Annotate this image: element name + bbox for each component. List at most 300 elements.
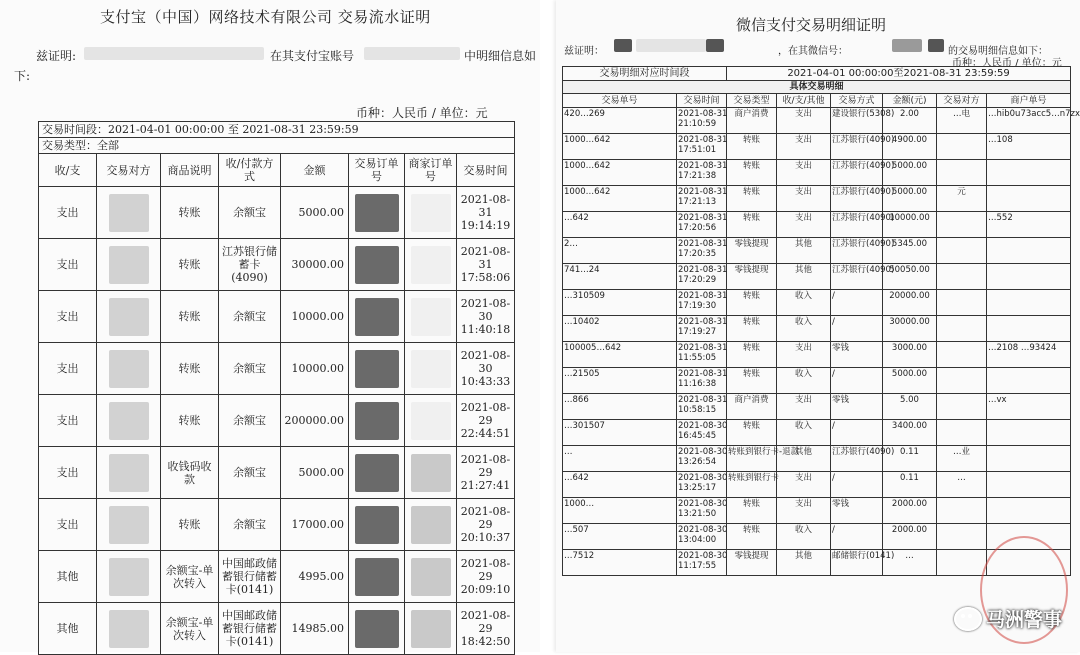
- alipay-cert-prefix: 兹证明:: [36, 49, 77, 63]
- cell-method: 江苏银行(4090): [831, 186, 883, 212]
- cell-order-id: 1000…: [563, 498, 677, 524]
- cell-time: [677, 264, 727, 290]
- cell-type: 转账: [727, 160, 777, 186]
- cell-description: 余额宝-单次转入: [161, 551, 219, 603]
- wechat-statement: [556, 0, 1080, 652]
- cell-direction: 其他: [777, 446, 831, 472]
- cell-counterparty: [97, 603, 161, 655]
- cell-time: [677, 238, 727, 264]
- cell-date: 2021-08-30: [678, 499, 728, 509]
- cell-clock: 16:45:45: [678, 431, 717, 441]
- cell-method: 邮储银行(0141): [831, 550, 883, 576]
- cell-direction: 其他: [777, 550, 831, 576]
- cell-method: 江苏银行(4090): [831, 160, 883, 186]
- cell-time: 2021-08-31 17:58:06: [457, 239, 515, 291]
- table-row: [39, 499, 515, 551]
- cell-date: 2021-08-31: [678, 395, 728, 405]
- wechat-period-value: 2021-04-01 00:00:00至2021-08-31 23:59:59: [727, 67, 1071, 81]
- cell-amount: 4900.00: [883, 134, 937, 160]
- alipay-title: 支付宝（中国）网络技术有限公司 交易流水证明: [100, 8, 431, 26]
- cell-clock: 10:58:15: [678, 405, 717, 415]
- cell-time: [677, 368, 727, 394]
- cell-merchant-id: …vx: [987, 394, 1071, 420]
- cell-direction: 其他: [777, 238, 831, 264]
- cell-type: 转账到银行卡-退款: [727, 446, 777, 472]
- cell-time: 2021-08-29 21:27:41: [457, 447, 515, 499]
- cell-direction: 收入: [777, 368, 831, 394]
- alipay-transaction-table: [38, 121, 515, 655]
- col-header: 交易对方: [937, 94, 987, 108]
- cell-direction: 支出: [777, 160, 831, 186]
- cell-order-id: [349, 447, 405, 499]
- cell-method: 余额宝: [219, 447, 281, 499]
- cell-counterparty: [937, 550, 987, 576]
- cell-order-id: 420…269: [563, 108, 677, 134]
- cell-amount: 30000.00: [281, 239, 349, 291]
- cell-order-id: [349, 603, 405, 655]
- cell-order-id: …866: [563, 394, 677, 420]
- cell-direction: 支出: [39, 239, 97, 291]
- table-row: [39, 447, 515, 499]
- wechat-transaction-table: [562, 66, 1080, 576]
- cell-amount: 17000.00: [281, 499, 349, 551]
- cell-method: 余额宝: [219, 499, 281, 551]
- redacted-block: [892, 39, 922, 52]
- table-row: [563, 238, 1071, 264]
- cell-time: 2021-08-30 10:43:33: [457, 343, 515, 395]
- cell-date: 2021-08-31: [678, 291, 728, 301]
- alipay-currency: 币种：人民币 / 单位：元: [356, 106, 488, 120]
- cell-merchant-id: [405, 291, 457, 343]
- alipay-period: 交易时间段：2021-04-01 00:00:00 至 2021-08-31 23:59:59: [39, 122, 515, 138]
- table-row: [563, 290, 1071, 316]
- cell-order-id: …7512: [563, 550, 677, 576]
- cell-merchant-id: …hib0u73acc5…n7zx: [987, 108, 1071, 134]
- table-row: [563, 134, 1071, 160]
- col-header: 商品说明: [161, 154, 219, 187]
- cell-type: 转账: [727, 186, 777, 212]
- wechat-cert-prefix: 兹证明：: [564, 46, 604, 57]
- cell-order-id: …310509: [563, 290, 677, 316]
- cell-time: 2021-08-29 20:10:37: [457, 499, 515, 551]
- cell-direction: 支出: [777, 134, 831, 160]
- cell-counterparty: [97, 239, 161, 291]
- wechat-cert-end: 的交易明细信息如下：: [948, 46, 1048, 57]
- cell-date: 2021-08-30: [678, 525, 728, 535]
- wechat-title: 微信支付交易明细证明: [736, 16, 887, 34]
- cell-type: 转账: [727, 368, 777, 394]
- cell-date: 2021-08-31: [678, 265, 728, 275]
- cell-counterparty: [97, 551, 161, 603]
- cell-merchant-id: [987, 368, 1071, 394]
- redacted-account: [364, 47, 460, 60]
- cell-direction: 支出: [777, 212, 831, 238]
- cell-method: 建设银行(5308): [831, 108, 883, 134]
- table-row: [39, 395, 515, 447]
- cell-description: 收钱码收款: [161, 447, 219, 499]
- cell-order-id: 741…24: [563, 264, 677, 290]
- cell-merchant-id: …552: [987, 212, 1071, 238]
- cell-direction: 支出: [777, 394, 831, 420]
- cell-method: 江苏银行储蓄卡(4090): [219, 239, 281, 291]
- cell-order-id: …10402: [563, 316, 677, 342]
- cell-method: /: [831, 420, 883, 446]
- cell-clock: 11:17:55: [678, 561, 717, 571]
- cell-merchant-id: [987, 264, 1071, 290]
- cell-direction: 支出: [777, 498, 831, 524]
- cell-method: /: [831, 316, 883, 342]
- cell-merchant-id: [405, 395, 457, 447]
- cell-merchant-id: [405, 551, 457, 603]
- cell-counterparty: [97, 447, 161, 499]
- col-header: 交易类型: [727, 94, 777, 108]
- col-header: 交易方式: [831, 94, 883, 108]
- table-row: [563, 212, 1071, 238]
- cell-time: 2021-08-29 18:42:50: [457, 603, 515, 655]
- redacted-block: [411, 350, 451, 388]
- cell-clock: 17:20:35: [678, 249, 717, 259]
- col-header: 交易单号: [563, 94, 677, 108]
- cell-type: 零钱提现: [727, 264, 777, 290]
- table-row: [563, 264, 1071, 290]
- cell-method: 余额宝: [219, 291, 281, 343]
- table-row: [563, 472, 1071, 498]
- cell-order-id: …21505: [563, 368, 677, 394]
- cell-merchant-id: [987, 472, 1071, 498]
- cell-time: 2021-08-31 19:14:19: [457, 187, 515, 239]
- cell-method: 余额宝: [219, 395, 281, 447]
- cell-counterparty: [97, 343, 161, 395]
- cell-clock: 17:20:29: [678, 275, 717, 285]
- redacted-block: [109, 298, 149, 336]
- alipay-cert-end: 中明细信息如: [464, 49, 537, 63]
- col-header: 收/支/其他: [777, 94, 831, 108]
- redacted-block: [109, 610, 149, 648]
- cell-direction: 支出: [39, 291, 97, 343]
- cell-counterparty: [937, 368, 987, 394]
- cell-amount: 200000.00: [281, 395, 349, 447]
- cell-clock: 17:20:56: [678, 223, 717, 233]
- cell-time: [677, 472, 727, 498]
- cell-method: 零钱: [831, 342, 883, 368]
- cell-amount: 2000.00: [883, 524, 937, 550]
- cell-counterparty: [97, 395, 161, 447]
- alipay-cert-tail: 下:: [14, 69, 31, 83]
- cell-method: 零钱: [831, 498, 883, 524]
- cell-counterparty: [937, 212, 987, 238]
- cell-merchant-id: [987, 498, 1071, 524]
- cell-order-id: [349, 291, 405, 343]
- cell-direction: 其他: [39, 603, 97, 655]
- cell-clock: 17:19:30: [678, 301, 717, 311]
- cell-type: 转账: [727, 420, 777, 446]
- redacted-block: [109, 246, 149, 284]
- table-row: [563, 524, 1071, 550]
- cell-clock: 17:19:27: [678, 327, 717, 337]
- cell-direction: 支出: [777, 108, 831, 134]
- cell-order-id: [349, 499, 405, 551]
- cell-date: 2021-08-31: [678, 213, 728, 223]
- wechat-logo-icon: [954, 607, 982, 631]
- cell-merchant-id: …2108 …93424: [987, 342, 1071, 368]
- cell-counterparty: [937, 316, 987, 342]
- cell-time: [677, 134, 727, 160]
- cell-date: 2021-08-31: [678, 343, 728, 353]
- cell-counterparty: [937, 264, 987, 290]
- cell-order-id: [349, 395, 405, 447]
- cell-time: [677, 550, 727, 576]
- cell-amount: 0.11: [883, 446, 937, 472]
- cell-direction: 收入: [777, 316, 831, 342]
- cell-counterparty: [937, 342, 987, 368]
- redacted-block: [355, 454, 399, 492]
- cell-time: [677, 420, 727, 446]
- cell-merchant-id: [405, 239, 457, 291]
- cell-time: 2021-08-29 20:09:10: [457, 551, 515, 603]
- redacted-block: [355, 610, 399, 648]
- cell-order-id: …301507: [563, 420, 677, 446]
- cell-type: 转账: [727, 134, 777, 160]
- table-row: [39, 551, 515, 603]
- cell-merchant-id: [987, 186, 1071, 212]
- cell-amount: 50050.00: [883, 264, 937, 290]
- cell-method: 江苏银行(4090): [831, 238, 883, 264]
- cell-time: 2021-08-30 11:40:18: [457, 291, 515, 343]
- redacted-block: [355, 506, 399, 544]
- cell-direction: 支出: [777, 186, 831, 212]
- cell-type: 转账: [727, 316, 777, 342]
- cell-amount: 5000.00: [281, 447, 349, 499]
- cell-amount: 0.11: [883, 472, 937, 498]
- cell-merchant-id: [987, 446, 1071, 472]
- cell-amount: 5000.00: [281, 187, 349, 239]
- redacted-block: [411, 246, 451, 284]
- alipay-type: 交易类型：全部: [39, 138, 515, 154]
- cell-method: 余额宝: [219, 343, 281, 395]
- cell-description: 转账: [161, 395, 219, 447]
- cell-order-id: 1000…642: [563, 160, 677, 186]
- cell-order-id: …642: [563, 212, 677, 238]
- redacted-block: [355, 402, 399, 440]
- cell-order-id: [349, 187, 405, 239]
- cell-method: 中国邮政储蓄银行储蓄卡(0141): [219, 603, 281, 655]
- cell-order-id: 1000…642: [563, 186, 677, 212]
- redacted-block: [411, 610, 451, 648]
- cell-direction: 支出: [777, 342, 831, 368]
- table-row: [39, 291, 515, 343]
- cell-amount: 10000.00: [281, 291, 349, 343]
- cell-date: 2021-08-30: [678, 447, 728, 457]
- cell-type: 零钱提现: [727, 238, 777, 264]
- cell-description: 余额宝-单次转入: [161, 603, 219, 655]
- cell-clock: 17:51:01: [678, 145, 717, 155]
- table-row: [563, 394, 1071, 420]
- col-header: 交易对方: [97, 154, 161, 187]
- col-header: 收/支: [39, 154, 97, 187]
- cell-time: [677, 316, 727, 342]
- cell-time: [677, 498, 727, 524]
- redacted-block: [109, 402, 149, 440]
- cell-clock: 17:21:38: [678, 171, 717, 181]
- table-row: [563, 342, 1071, 368]
- cell-merchant-id: [405, 343, 457, 395]
- alipay-statement: [0, 0, 540, 652]
- cell-counterparty: 元: [937, 186, 987, 212]
- cell-time: [677, 290, 727, 316]
- cell-type: 零钱提现: [727, 550, 777, 576]
- cell-amount: 5000.00: [883, 368, 937, 394]
- cell-order-id: 2…: [563, 238, 677, 264]
- cell-amount: 10000.00: [281, 343, 349, 395]
- cell-amount: 5345.00: [883, 238, 937, 264]
- cell-description: 转账: [161, 291, 219, 343]
- cell-method: /: [831, 290, 883, 316]
- cell-date: 2021-08-31: [678, 187, 728, 197]
- cell-merchant-id: [987, 316, 1071, 342]
- cell-counterparty: [937, 498, 987, 524]
- cell-direction: 支出: [39, 499, 97, 551]
- col-header: 商户单号: [987, 94, 1071, 108]
- cell-direction: 其他: [777, 264, 831, 290]
- cell-direction: 支出: [39, 395, 97, 447]
- redacted-block: [109, 194, 149, 232]
- cell-clock: 13:04:00: [678, 535, 717, 545]
- cell-direction: 支出: [39, 447, 97, 499]
- cell-method: 江苏银行(4090): [831, 212, 883, 238]
- cell-order-id: 100005…642: [563, 342, 677, 368]
- cell-clock: 13:21:50: [678, 509, 717, 519]
- cell-amount: 5000.00: [883, 186, 937, 212]
- cell-amount: 3400.00: [883, 420, 937, 446]
- redacted-block: [109, 350, 149, 388]
- cell-method: /: [831, 472, 883, 498]
- redacted-name: [84, 47, 264, 60]
- cell-time: [677, 342, 727, 368]
- cell-time: [677, 186, 727, 212]
- wechat-section-title: 具体交易明细: [563, 81, 1071, 94]
- redacted-block: [411, 194, 451, 232]
- cell-merchant-id: [987, 290, 1071, 316]
- cell-type: 转账到银行卡: [727, 472, 777, 498]
- redacted-block: [355, 558, 399, 596]
- cell-type: 转账: [727, 290, 777, 316]
- cell-order-id: [349, 551, 405, 603]
- cell-amount: 10000.00: [883, 212, 937, 238]
- cell-date: 2021-08-30: [678, 551, 728, 561]
- cell-clock: 21:10:59: [678, 119, 717, 129]
- cell-direction: 支出: [39, 187, 97, 239]
- cell-amount: 5000.00: [883, 160, 937, 186]
- redacted-block: [928, 39, 944, 52]
- cell-date: 2021-08-31: [678, 317, 728, 327]
- cell-counterparty: [937, 394, 987, 420]
- wechat-period-label: 交易明细对应时间段: [563, 67, 727, 81]
- redacted-block: [411, 454, 451, 492]
- cell-description: 转账: [161, 343, 219, 395]
- redacted-block: [411, 298, 451, 336]
- cell-counterparty: [937, 160, 987, 186]
- cell-counterparty: [937, 290, 987, 316]
- table-row: [563, 316, 1071, 342]
- col-header: 交易时间: [457, 154, 515, 187]
- redacted-block: [614, 39, 632, 52]
- table-row: [39, 239, 515, 291]
- cell-type: 转账: [727, 524, 777, 550]
- redacted-block: [109, 454, 149, 492]
- col-header: 交易订单号: [349, 154, 405, 187]
- cell-counterparty: [97, 291, 161, 343]
- cell-method: 江苏银行(4090): [831, 446, 883, 472]
- redacted-block: [706, 39, 724, 52]
- cell-date: 2021-08-30: [678, 421, 728, 431]
- cell-order-id: [349, 343, 405, 395]
- cell-direction: 收入: [777, 524, 831, 550]
- cell-order-id: 1000…642: [563, 134, 677, 160]
- cell-description: 转账: [161, 499, 219, 551]
- col-header: 商家订单号: [405, 154, 457, 187]
- table-row: [563, 160, 1071, 186]
- cell-amount: 14985.00: [281, 603, 349, 655]
- table-row: [563, 420, 1071, 446]
- cell-clock: 17:21:13: [678, 197, 717, 207]
- redacted-block: [355, 246, 399, 284]
- redacted-block: [411, 506, 451, 544]
- table-row: [39, 343, 515, 395]
- redacted-block: [636, 39, 706, 52]
- cell-direction: 收入: [777, 420, 831, 446]
- cell-description: 转账: [161, 239, 219, 291]
- table-row: [39, 603, 515, 655]
- cell-description: 转账: [161, 187, 219, 239]
- redacted-block: [355, 298, 399, 336]
- cell-counterparty: [937, 524, 987, 550]
- cell-date: 2021-08-31: [678, 239, 728, 249]
- cell-clock: 11:16:38: [678, 379, 717, 389]
- cell-merchant-id: [987, 238, 1071, 264]
- cell-amount: 20000.00: [883, 290, 937, 316]
- cell-counterparty: …业: [937, 446, 987, 472]
- cell-time: [677, 212, 727, 238]
- cell-merchant-id: [987, 420, 1071, 446]
- cell-amount: 2000.00: [883, 498, 937, 524]
- cell-date: 2021-08-31: [678, 109, 728, 119]
- redacted-block: [355, 350, 399, 388]
- cell-type: 商户消费: [727, 394, 777, 420]
- redacted-block: [411, 558, 451, 596]
- redacted-block: [411, 402, 451, 440]
- redacted-block: [109, 506, 149, 544]
- cell-counterparty: [937, 134, 987, 160]
- table-row: [563, 498, 1071, 524]
- cell-order-id: …: [563, 446, 677, 472]
- cell-amount: …: [883, 550, 937, 576]
- table-row: [563, 108, 1071, 134]
- cell-type: 商户消费: [727, 108, 777, 134]
- cell-method: 江苏银行(4090): [831, 264, 883, 290]
- cell-counterparty: [937, 420, 987, 446]
- cell-time: [677, 160, 727, 186]
- cell-clock: 13:25:17: [678, 483, 717, 493]
- col-header: 金额(元): [883, 94, 937, 108]
- cell-date: 2021-08-31: [678, 135, 728, 145]
- cell-clock: 11:55:05: [678, 353, 717, 363]
- cell-counterparty: [97, 499, 161, 551]
- cell-merchant-id: [405, 499, 457, 551]
- watermark: [954, 605, 1062, 632]
- cell-amount: 30000.00: [883, 316, 937, 342]
- col-header: 金额: [281, 154, 349, 187]
- cell-time: [677, 446, 727, 472]
